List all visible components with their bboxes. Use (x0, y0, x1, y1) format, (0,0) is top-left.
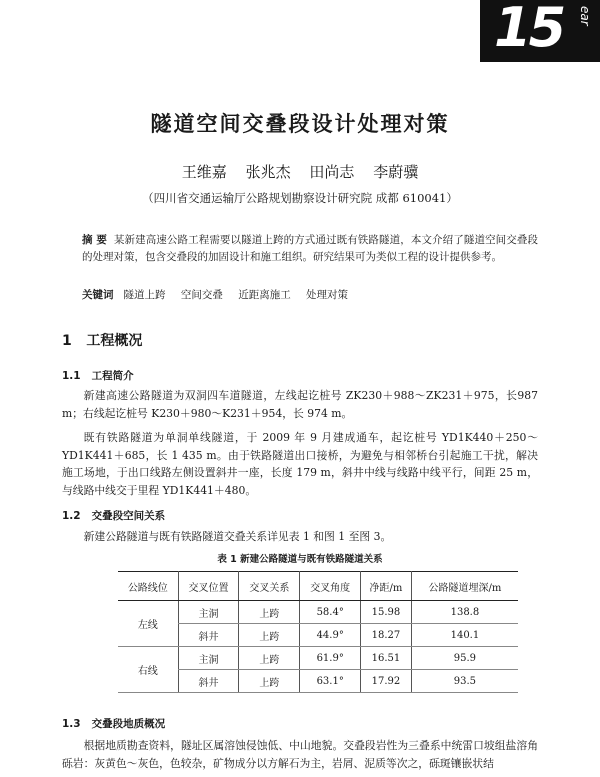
table-header: 交叉位置 (178, 572, 239, 601)
table-cell: 15.98 (361, 601, 412, 624)
subsection-number: 1.2 (62, 510, 81, 522)
table-header-row (118, 572, 518, 601)
subsection-heading (62, 716, 165, 731)
table-header: 交叉角度 (300, 572, 361, 601)
keyword: 近距离施工 (238, 289, 291, 301)
table-cell: 左线 (118, 601, 178, 647)
keyword: 隧道上跨 (123, 289, 166, 301)
abstract-text: 某新建高速公路工程需要以隧道上跨的方式通过既有铁路隧道，本文介绍了隧道空间交叠段的处理对策，包含交叠段的加固设计和施工组织。研究结果可为类似工程的设计提供参考。 (82, 234, 539, 263)
keyword: 空间交叠 (180, 289, 223, 301)
affiliation: （四川省交通运输厅公路规划勘察设计研究院 成都 610041） (142, 191, 458, 205)
paragraph: 既有铁路隧道为单洞单线隧道，于 2009 年 9 月建成通车，起讫桩号 YD1K440＋250～YD1K441＋685，长 1 435 m。由于铁路隧道出口接桥，为避免与相邻桥台引起施工干扰，解决施工场地，于出口线路左侧设置斜井一座，长度 179 m，斜井中线与线路中线平行，间距 25 m，与线路中线交于里程 YD1K441＋480。 (62, 431, 538, 497)
table-cell: 93.5 (411, 670, 518, 693)
author-list (0, 161, 600, 182)
table-header: 交叉关系 (239, 572, 300, 601)
table-row (118, 601, 518, 624)
subsection-title: 交叠段地质概况 (91, 718, 166, 730)
table-cell: 140.1 (411, 624, 518, 647)
keywords-label: 关键词 (82, 289, 114, 301)
author: 李蔚骥 (373, 163, 419, 181)
keyword: 处理对策 (306, 289, 349, 301)
table-cell: 主洞 (178, 601, 239, 624)
table-cell: 斜井 (178, 624, 239, 647)
page-number: 15 (494, 0, 564, 59)
table-cell: 138.8 (411, 601, 518, 624)
table-cell: 右线 (118, 647, 178, 693)
subsection-title: 工程简介 (91, 370, 134, 382)
table-cell: 17.92 (361, 670, 412, 693)
section-heading (62, 330, 142, 350)
table-cell: 斜井 (178, 670, 239, 693)
section-number: 1 (62, 333, 72, 349)
table-cell: 95.9 (411, 647, 518, 670)
author: 王维嘉 (181, 163, 227, 181)
table-header: 公路线位 (118, 572, 178, 601)
table-header: 净距/m (361, 572, 412, 601)
relation-table (118, 571, 518, 693)
table-cell: 上跨 (239, 670, 300, 693)
table-header: 公路隧道埋深/m (411, 572, 518, 601)
paper-title: 隧道空间交叠段设计处理对策 (150, 111, 450, 136)
paragraph: 新建高速公路隧道为双洞四车道隧道，左线起讫桩号 ZK230＋988～ZK231＋975，长987 m；右线起讫桩号 K230＋980～K231＋954，长 974 m。 (62, 389, 538, 420)
abstract-label: 摘 要 (82, 234, 107, 246)
table-cell: 44.9° (300, 624, 361, 647)
table-cell: 16.51 (361, 647, 412, 670)
table-cell: 18.27 (361, 624, 412, 647)
table-row (118, 670, 518, 693)
paragraph: 新建公路隧道与既有铁路隧道交叠关系详见表 1 和图 1 至图 3。 (83, 530, 392, 543)
subsection-number: 1.1 (62, 370, 81, 382)
author: 田尚志 (309, 163, 355, 181)
table-row (118, 647, 518, 670)
keywords (82, 287, 360, 302)
abstract (82, 232, 538, 266)
table-cell: 上跨 (239, 647, 300, 670)
subsection-heading (62, 368, 134, 383)
subsection-heading (62, 508, 165, 523)
subsection-title: 交叠段空间关系 (91, 510, 166, 522)
table-cell: 61.9° (300, 647, 361, 670)
table-caption: 表 1 新建公路隧道与既有铁路隧道关系 (217, 554, 383, 565)
table-cell: 上跨 (239, 624, 300, 647)
page-tag-side-text: ear (578, 6, 592, 26)
page-number-tag (480, 0, 600, 62)
subsection-number: 1.3 (62, 718, 81, 730)
section-title: 工程概况 (86, 333, 143, 349)
table-cell: 主洞 (178, 647, 239, 670)
author: 张兆杰 (245, 163, 291, 181)
table-cell: 63.1° (300, 670, 361, 693)
table-cell: 上跨 (239, 601, 300, 624)
table-row (118, 624, 518, 647)
paragraph: 根据地质勘查资料，隧址区属溶蚀侵蚀低、中山地貌。交叠段岩性为三叠系中统雷口坡组盐溶角砾岩：灰黄色～灰色，色较杂，矿物成分以方解石为主，岩屑、泥质等次之，砾斑镶嵌状结 (62, 739, 538, 770)
table-cell: 58.4° (300, 601, 361, 624)
